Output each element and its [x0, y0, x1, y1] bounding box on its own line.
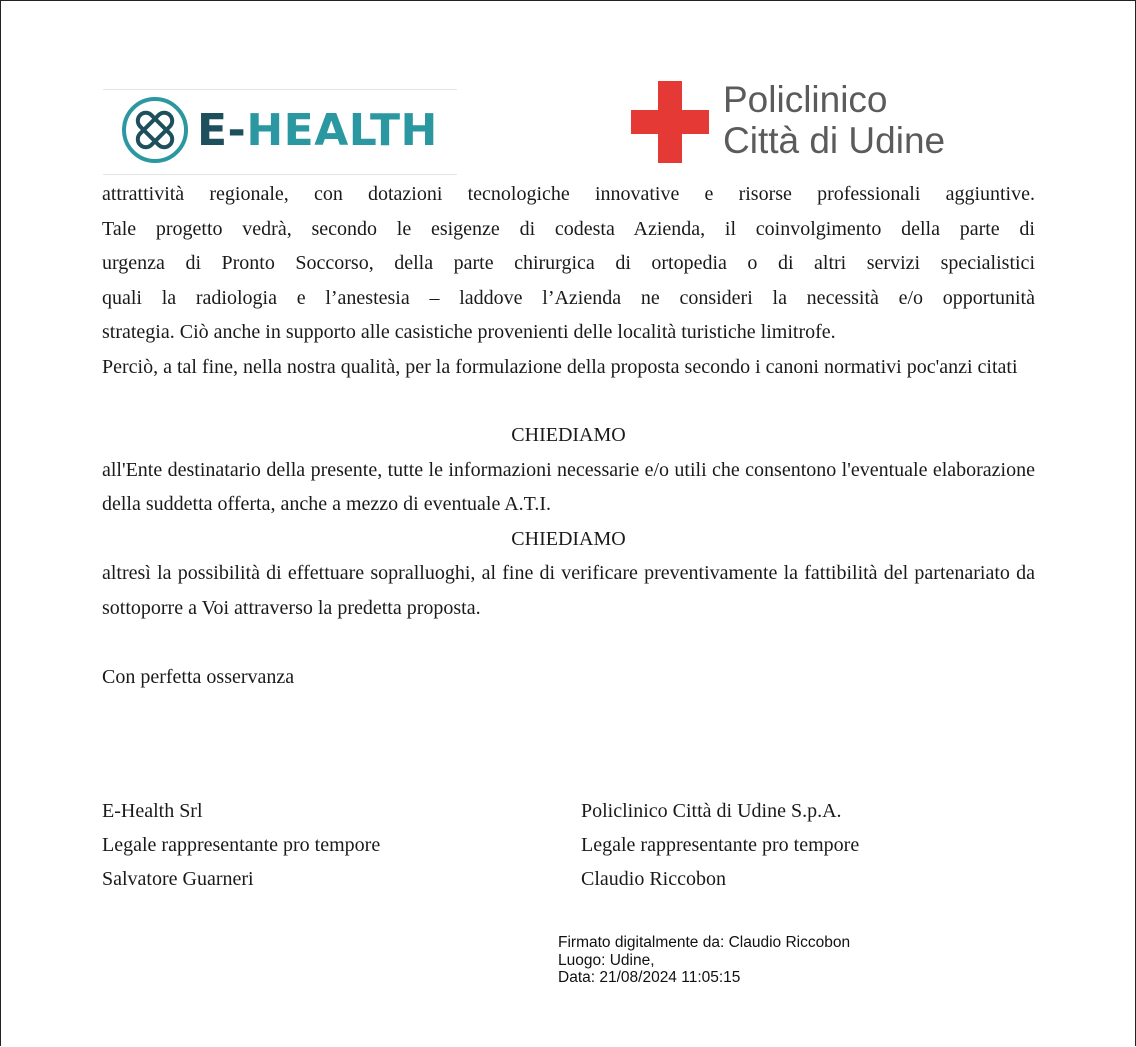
signature-left: [102, 794, 380, 896]
letter-body: [102, 177, 1035, 695]
signature-role: Legale rappresentante pro tempore: [102, 834, 381, 856]
policlinico-line1: Policlinico: [723, 79, 888, 120]
paragraph-line: strategia. Ciò anche in supporto alle casistiche provenienti delle località turistiche limitrofe.: [102, 321, 836, 343]
paragraph-line: attrattività regionale, con dotazioni tecnologiche innovative e risorse professionali aggiuntive.: [102, 183, 1035, 205]
digital-place: Luogo: Udine,: [558, 951, 655, 969]
signature-company: Policlinico Città di Udine S.p.A.: [581, 800, 842, 822]
signature-role: Legale rappresentante pro tempore: [581, 834, 860, 856]
request-heading-1: CHIEDIAMO: [511, 424, 626, 446]
policlinico-logo: [631, 79, 991, 169]
request-heading-2: CHIEDIAMO: [511, 527, 626, 550]
signature-right: [581, 794, 859, 896]
paragraph-line: urgenza di Pronto Soccorso, della parte chirurgica di ortopedia o di altri servizi specialistici: [102, 252, 1035, 274]
x-bandage-icon: [121, 96, 189, 164]
policlinico-wordmark: [723, 79, 945, 161]
paragraph-2: Perciò, a tal fine, nella nostra qualità, per la formulazione della proposta secondo i canoni normativi poc'anzi citati: [102, 355, 1018, 378]
paragraph-line: quali la radiologia e l’anestesia – laddove l’Azienda ne consideri la necessità e/o opportunità: [102, 286, 1035, 309]
digital-date: Data: 21/08/2024 11:05:15: [558, 969, 741, 986]
signature-company: E-Health Srl: [102, 800, 203, 822]
digital-signature-stamp: [558, 934, 850, 987]
closing-salutation: Con perfetta osservanza: [102, 666, 295, 688]
policlinico-line2: Città di Udine: [723, 120, 946, 161]
signature-name: Salvatore Guarneri: [102, 868, 254, 890]
ehealth-wordmark: E-HEALTH: [197, 105, 438, 156]
digital-signed-by: Firmato digitalmente da: Claudio Riccobon: [558, 934, 851, 951]
ehealth-logo: [103, 89, 457, 175]
paragraph-line: Tale progetto vedrà, secondo le esigenze di codesta Azienda, il coinvolgimento della parte di: [102, 217, 1035, 240]
paragraph-1: [102, 177, 1035, 350]
request-text-2: altresì la possibilità di effettuare sopralluoghi, al fine di verificare preventivamente la fattibilità del partenariato da sottoporre a Voi attraverso la predetta proposta.: [102, 562, 1035, 619]
signature-name: Claudio Riccobon: [581, 868, 726, 890]
request-text-1: all'Ente destinatario della presente, tutte le informazioni necessarie e/o utili che consentono l'eventuale elaborazione della suddetta offerta, anche a mezzo di eventuale A.T.I.: [102, 458, 1035, 515]
red-cross-icon: [631, 81, 709, 163]
